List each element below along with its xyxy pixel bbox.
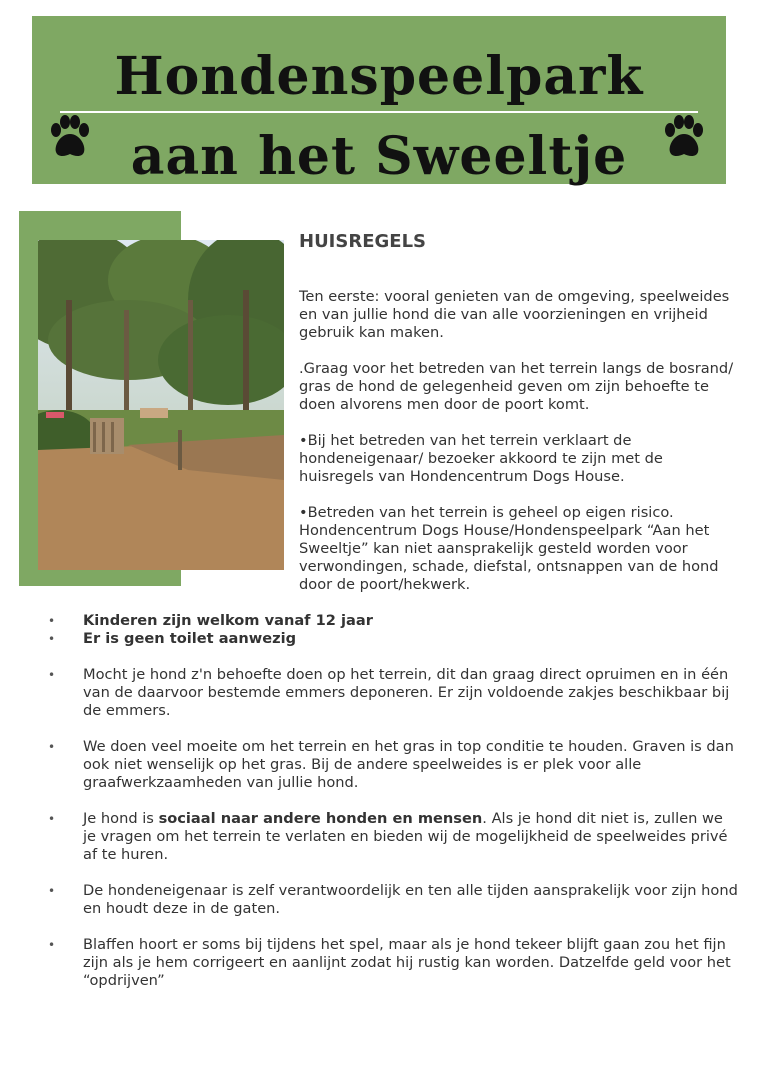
- list-item-text-bold: sociaal naar andere honden en mensen: [158, 810, 483, 827]
- park-photo: [38, 240, 284, 570]
- list-item-text-start: Je hond is: [83, 810, 159, 827]
- bullet-icon: •: [48, 668, 56, 682]
- bullet-icon: •: [48, 740, 56, 754]
- rules-paragraph: •Bij het betreden van het terrein verklaart de hondeneigenaar/ bezoeker akkoord te zijn met de huisregels van Hondencentrum Dogs House.: [299, 432, 663, 485]
- spacer: [48, 864, 738, 882]
- rules-paragraph: •Betreden van het terrein is geheel op eigen risico. Hondencentrum Dogs House/Hondenspeelpark “Aan het Sweeltje” kan niet aansprakelijk gesteld worden voor verwondingen, schade, diefstal, ontsnappen van de hond door de poort/hekwerk.: [299, 504, 719, 593]
- list-item: [48, 630, 738, 648]
- title-line-2: aan het Sweeltje: [130, 126, 628, 187]
- rules-list: [48, 612, 738, 990]
- spacer: [48, 720, 738, 738]
- list-item-text: Mocht je hond z'n behoefte doen op het terrein, dit dan graag direct opruimen en in één van de daarvoor bestemde emmers deponeren. Er zijn voldoende zakjes beschikbaar bij de emmers.: [83, 666, 730, 719]
- title-divider: [60, 111, 698, 113]
- spacer: [48, 792, 738, 810]
- paw-icon: [46, 114, 94, 162]
- list-item: [48, 738, 738, 792]
- spacer: [48, 918, 738, 936]
- list-item: [48, 810, 738, 864]
- list-item-text-end: . Als je hond dit niet is, zullen we je vragen om het terrein te verlaten en bieden wij de mogelijkheid de speelweides privé af te huren.: [83, 810, 728, 863]
- rules-paragraph: .Graag voor het betreden van het terrein langs de bosrand/ gras de hond de gelegenheid geven om zijn behoefte te doen alvorens men door de poort komt.: [299, 360, 734, 413]
- rules-paragraph: Ten eerste: vooral genieten van de omgeving, speelweides en van jullie hond die van alle voorzieningen en vrijheid gebruik kan maken.: [299, 288, 730, 341]
- bullet-icon: •: [48, 614, 56, 628]
- list-item-text: Er is geen toilet aanwezig: [83, 630, 297, 647]
- bullet-icon: •: [48, 938, 56, 952]
- list-item-text: We doen veel moeite om het terrein en het gras in top conditie te houden. Graven is dan ook niet wenselijk op het gras. Bij de andere speelweides is er plek voor alle graafwerkzaamheden van jullie hond.: [83, 738, 734, 791]
- list-item-text: Blaffen hoort er soms bij tijdens het spel, maar als je hond tekeer blijft gaan zou het fijn zijn als je hem corrigeert en aanlijnt zodat hij rustig kan worden. Datzelfde geld voor het “opdrijven”: [83, 936, 731, 989]
- spacer: [48, 648, 738, 666]
- list-item-text: Kinderen zijn welkom vanaf 12 jaar: [83, 612, 373, 629]
- list-item-text: De hondeneigenaar is zelf verantwoordelijk en ten alle tijden aansprakelijk voor zijn hond en houdt deze in de gaten.: [83, 882, 738, 917]
- bullet-icon: •: [48, 884, 56, 898]
- title-banner: [32, 16, 726, 187]
- list-item: [48, 612, 738, 630]
- list-item: [48, 666, 738, 720]
- bullet-icon: •: [48, 632, 56, 646]
- bullet-icon: •: [48, 812, 56, 826]
- list-item: [48, 936, 738, 990]
- title-line-1: Hondenspeelpark: [114, 46, 644, 107]
- list-item: [48, 882, 738, 918]
- paw-icon: [660, 114, 708, 162]
- rules-heading: HUISREGELS: [299, 231, 427, 252]
